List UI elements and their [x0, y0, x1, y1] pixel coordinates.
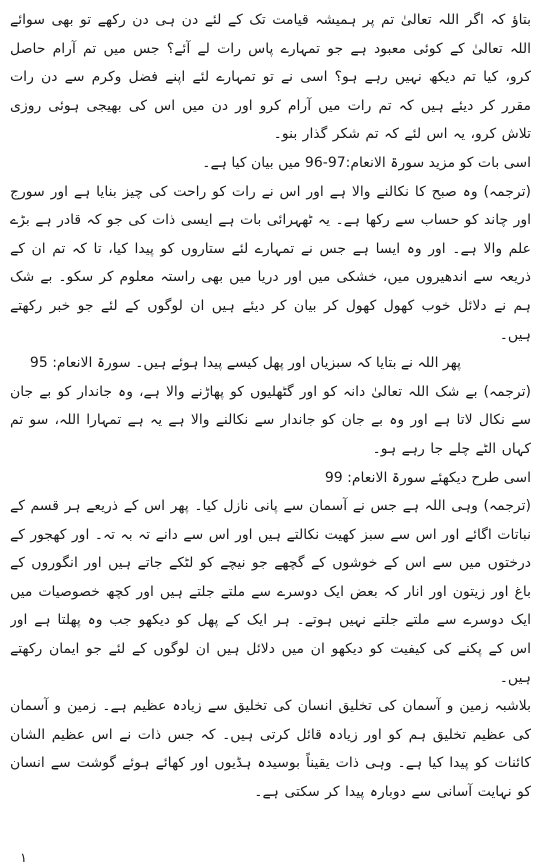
translation-anam-95: (ترجمہ) بے شک اللہ تعالیٰ دانہ کو اور گٹھلیوں کو پھاڑنے والا ہے، وہ جاندار کو بے جان سے نکال لاتا ہے اور وہ بے جان کو جاندار سے نکالنے والا ہے یہ ہے تمہارا اللہ، سو تم کہاں الٹے چلے جا رہے ہو۔ — [10, 383, 531, 457]
reference-anam-95: پھر اللہ نے بتایا کہ سبزیاں اور پھل کیسے پیدا ہوئے ہیں۔ سورۃ الانعام: 95 — [29, 355, 461, 372]
translation-anam-97-96: (ترجمہ) وہ صبح کا نکالنے والا ہے اور اس نے رات کو راحت کی چیز بنایا ہے اور سورج اور چاند کو حساب سے رکھا ہے۔ یہ ٹھہرائی بات ہے ایسی ذات کی جو کہ قادر ہے بڑے علم والا ہے۔ اور وہ ایسا ہے جس نے تمہارے لئے ستاروں کو پیدا کیا، تا کہ تم ان کے ذریعہ سے اندھیروں میں، خشکی میں اور دریا میں بھی راستہ معلوم کر سکو۔ بے شک ہم نے دلائل خوب کھول کھول کر بیان کر دیئے ہیں ان لوگوں کے لئے جو خبر رکھتے ہیں۔ — [10, 183, 531, 343]
reference-anam-97-96: اسی بات کو مزید سورۃ الانعام:97-96 میں بیان کیا ہے۔ — [202, 154, 531, 171]
page-number: ١ — [20, 851, 27, 866]
reference-anam-99: اسی طرح دیکھئے سورۃ الانعام: 99 — [324, 469, 531, 486]
paragraph-creation-of-heavens: بلاشبہ زمین و آسمان کی تخلیق انسان کی تخلیق سے زیادہ عظیم ہے۔ زمین و آسمان کی عظیم تخلیق ہم کو اور زیادہ قائل کرتی ہیں۔ کہ جس ذات نے اس عظیم الشان کائنات کو پیدا کیا ہے۔ وہی ذات یقیناً بوسیدہ ہڈیوں اور کھائے ہوئے گوشت سے انسان کو نہایت آسانی سے دوبارہ پیدا کر سکتی ہے۔ — [10, 698, 531, 801]
translation-anam-99: (ترجمہ) وہی اللہ ہے جس نے آسمان سے پانی نازل کیا۔ پھر اس کے ذریعے ہر قسم کے نباتات اگائے اور اس سے سبز کھیت نکالتے ہیں اور اس سے دانے تہ بہ تہ۔ اور کھجور کے درختوں میں سے اس کے خوشوں کے گچھے جو نیچے کو لٹکے جاتے ہیں اور انگوروں کے باغ اور زیتون اور انار کہ بعض ایک دوسرے سے ملتے جلتے ہیں اور کچھ خصوصیات میں ایک دوسرے سے ملتے جلتے نہیں ہوتے۔ ہر ایک کے پھل کو دیکھو جب وہ پھلتا ہے اور اس کے پکنے کی کیفیت کو دیکھو ان میں دلائل ہیں ان لوگوں کے لئے جو ایمان رکھتے ہیں۔ — [10, 498, 531, 686]
document-page — [10, 6, 531, 846]
paragraph-night-and-day: بتاؤ کہ اگر اللہ تعالیٰ تم پر ہمیشہ قیامت تک کے لئے دن ہی دن رکھے تو بھی سوائے اللہ تعالیٰ کے کوئی معبود ہے جو تمہارے پاس رات لے آئے؟ جس میں تم آرام حاصل کرو، کیا تم دیکھ نہیں رہے ہو؟ اسی نے تو تمہارے لئے اپنے فضل وکرم سے دن رات مقرر کر دیئے ہیں کہ تم رات میں آرام کرو اور دن میں اس کی بھیجی ہوئی روزی تلاش کرو، یہ اس لئے کہ تم شکر گذار بنو۔ — [10, 12, 531, 143]
